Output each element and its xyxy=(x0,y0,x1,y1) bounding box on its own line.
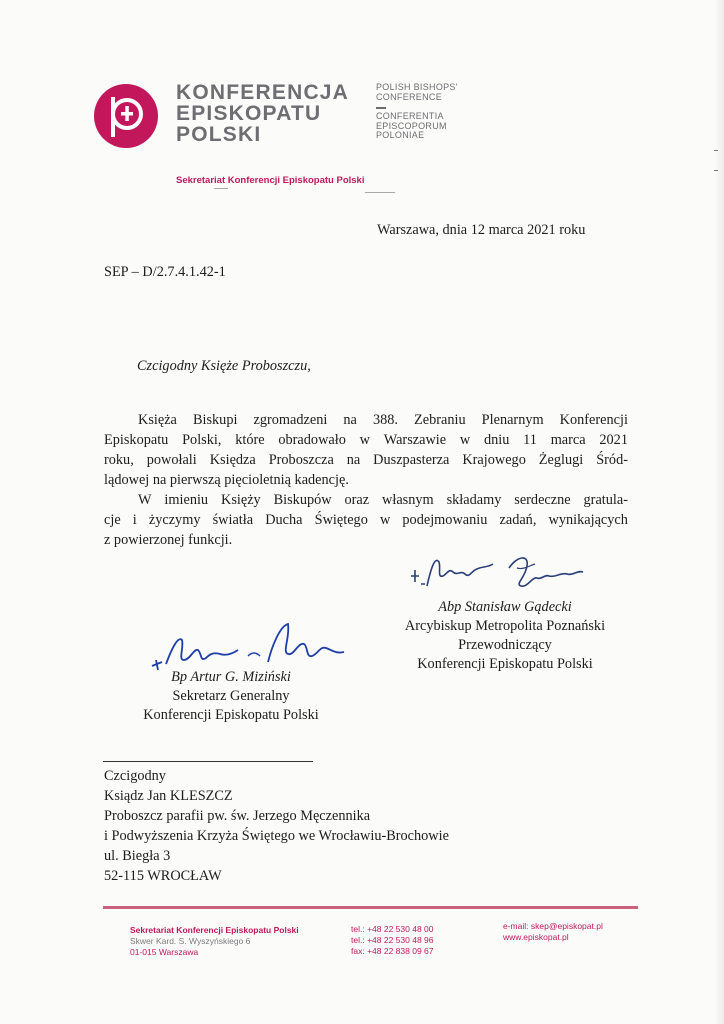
body-word: Plenarnym xyxy=(481,412,544,428)
body-word: Episkopatu xyxy=(104,432,169,448)
scan-speck xyxy=(714,150,718,151)
body-word: Zebraniu xyxy=(414,412,466,428)
brand-latin: POLONIAE xyxy=(376,130,425,140)
body-word: Śród- xyxy=(596,452,628,468)
address-line: i Podwyższenia Krzyża Świętego we Wrocławiu-Brochowie xyxy=(104,828,449,844)
body-word: Księży xyxy=(221,492,261,508)
body-word: Warszawie xyxy=(383,432,447,448)
signatory-title: Konferencji Episkopatu Polski xyxy=(417,656,593,672)
body-word: na xyxy=(343,412,357,428)
body-word: podejmowaniu xyxy=(402,512,488,528)
signature-gadecki-icon xyxy=(405,548,605,596)
letter-body xyxy=(104,410,628,550)
salutation: Czcigodny Księże Proboszczu, xyxy=(137,358,311,374)
cross-in-circle-logo-icon xyxy=(93,83,159,149)
body-line xyxy=(104,410,628,430)
phone-number: +48 22 530 48 96 xyxy=(367,935,434,945)
body-line xyxy=(104,510,628,530)
footer-phones xyxy=(351,924,434,957)
reference-number: SEP – D/2.7.4.1.42-1 xyxy=(104,264,226,280)
body-word: w xyxy=(459,432,471,448)
body-word: zadań, xyxy=(499,512,537,528)
scan-edge-shadow xyxy=(714,0,724,1024)
body-word: dniu xyxy=(483,432,510,448)
scan-speck xyxy=(365,192,395,193)
scan-speck xyxy=(714,170,718,171)
signature-block-chairman xyxy=(380,598,630,674)
conference-brand-name xyxy=(176,82,349,145)
address-line: Czcigodny xyxy=(104,768,166,784)
body-word: wynikających xyxy=(548,512,628,528)
phone-label: tel.: xyxy=(351,935,365,945)
body-word: Polski, xyxy=(182,432,222,448)
address-line: Proboszcz parafii pw. św. Jerzego Męczennika xyxy=(104,808,371,824)
signatory-title: Przewodniczący xyxy=(458,637,552,653)
body-word: Duszpasterza xyxy=(373,452,450,468)
body-word: 11 xyxy=(523,432,537,448)
body-word: Żeglugi xyxy=(538,452,584,468)
fax-label: fax: xyxy=(351,946,365,956)
email-label: e-mail: xyxy=(503,921,529,931)
brand-english: POLISH BISHOPS' xyxy=(376,82,458,92)
body-word: imieniu xyxy=(164,492,209,508)
footer-address xyxy=(130,925,299,958)
scan-speck xyxy=(214,188,228,189)
brand-translations xyxy=(376,83,458,141)
phone-number: +48 22 530 48 00 xyxy=(367,924,434,934)
signatory-title: Konferencji Episkopatu Polski xyxy=(143,707,319,723)
recipient-address xyxy=(104,766,449,886)
body-word: obradowało xyxy=(278,432,346,448)
footer-org: Sekretariat Konferencji Episkopatu Polski xyxy=(130,925,299,935)
brand-english: CONFERENCE xyxy=(376,91,443,102)
body-word: życzymy xyxy=(148,512,201,528)
body-word: Proboszcza xyxy=(268,452,334,468)
body-word: Ducha xyxy=(265,512,303,528)
body-line: z powierzonej funkcji. xyxy=(104,532,233,548)
body-word: marca xyxy=(550,432,586,448)
address-line: Ksiądz Jan KLESZCZ xyxy=(104,788,233,804)
brand-line: POLSKI xyxy=(176,123,262,146)
email-link[interactable]: skep@episkopat.pl xyxy=(530,921,603,931)
website-link[interactable]: www.episkopat.pl xyxy=(503,932,569,942)
footer-contact xyxy=(503,921,603,943)
body-word: cje xyxy=(104,512,121,528)
body-word: Krajowego xyxy=(462,452,526,468)
secretariat-heading: Sekretariat Konferencji Episkopatu Polski xyxy=(176,175,365,186)
brand-latin: CONFERENTIA xyxy=(376,111,444,121)
signatory-name: Bp Artur G. Miziński xyxy=(171,669,291,685)
body-word: roku, xyxy=(104,452,134,468)
body-word: Księża xyxy=(138,412,177,428)
body-word: powołali xyxy=(146,452,197,468)
address-line: ul. Biegła 3 xyxy=(104,848,171,864)
signature-block-secretary xyxy=(120,668,342,725)
address-divider xyxy=(103,761,313,762)
phone-label: tel.: xyxy=(351,924,365,934)
fax-number: +48 22 838 09 67 xyxy=(367,946,434,956)
body-word: Konferencji xyxy=(559,412,628,428)
footer-street: Skwer Kard. S. Wyszyńskiego 6 xyxy=(130,936,251,946)
signatory-name: Abp Stanisław Gądecki xyxy=(438,599,572,615)
body-word: własnym xyxy=(382,492,434,508)
signatory-title: Sekretarz Generalny xyxy=(172,688,290,704)
brand-line: KONFERENCJA xyxy=(176,81,350,104)
body-word: Biskupów xyxy=(273,492,332,508)
footer-divider xyxy=(103,906,638,909)
body-word: które xyxy=(235,432,265,448)
body-word: W xyxy=(138,492,152,508)
body-word: światła xyxy=(212,512,254,528)
footer-city: 01-015 Warszawa xyxy=(130,947,199,957)
body-word: gratula- xyxy=(583,492,628,508)
body-word: na xyxy=(346,452,361,468)
body-word: 2021 xyxy=(599,432,628,448)
brand-line: EPISKOPATU xyxy=(176,102,322,125)
body-word: składamy xyxy=(446,492,502,508)
body-word: oraz xyxy=(344,492,370,508)
body-line xyxy=(104,430,628,450)
body-word: Biskupi xyxy=(192,412,238,428)
brand-latin: EPISCOPORUM xyxy=(376,120,447,131)
body-word: i xyxy=(132,512,137,528)
body-word: Księdza xyxy=(209,452,256,468)
body-word: serdeczne xyxy=(514,492,571,508)
letter-date: Warszawa, dnia 12 marca 2021 roku xyxy=(377,222,586,238)
body-line xyxy=(104,450,628,470)
body-word: w xyxy=(379,512,391,528)
body-line xyxy=(104,490,628,510)
body-word: 388. xyxy=(372,412,398,428)
body-word: zgromadzeni xyxy=(253,412,328,428)
body-word: w xyxy=(359,432,370,448)
body-line: lądowej na pierwszą pięcioletnią kadencję. xyxy=(104,472,349,488)
body-word: Świętego xyxy=(314,512,368,528)
signatory-title: Arcybiskup Metropolita Poznański xyxy=(404,618,606,634)
address-line: 52-115 WROCŁAW xyxy=(104,868,222,884)
brand-divider xyxy=(376,107,386,109)
